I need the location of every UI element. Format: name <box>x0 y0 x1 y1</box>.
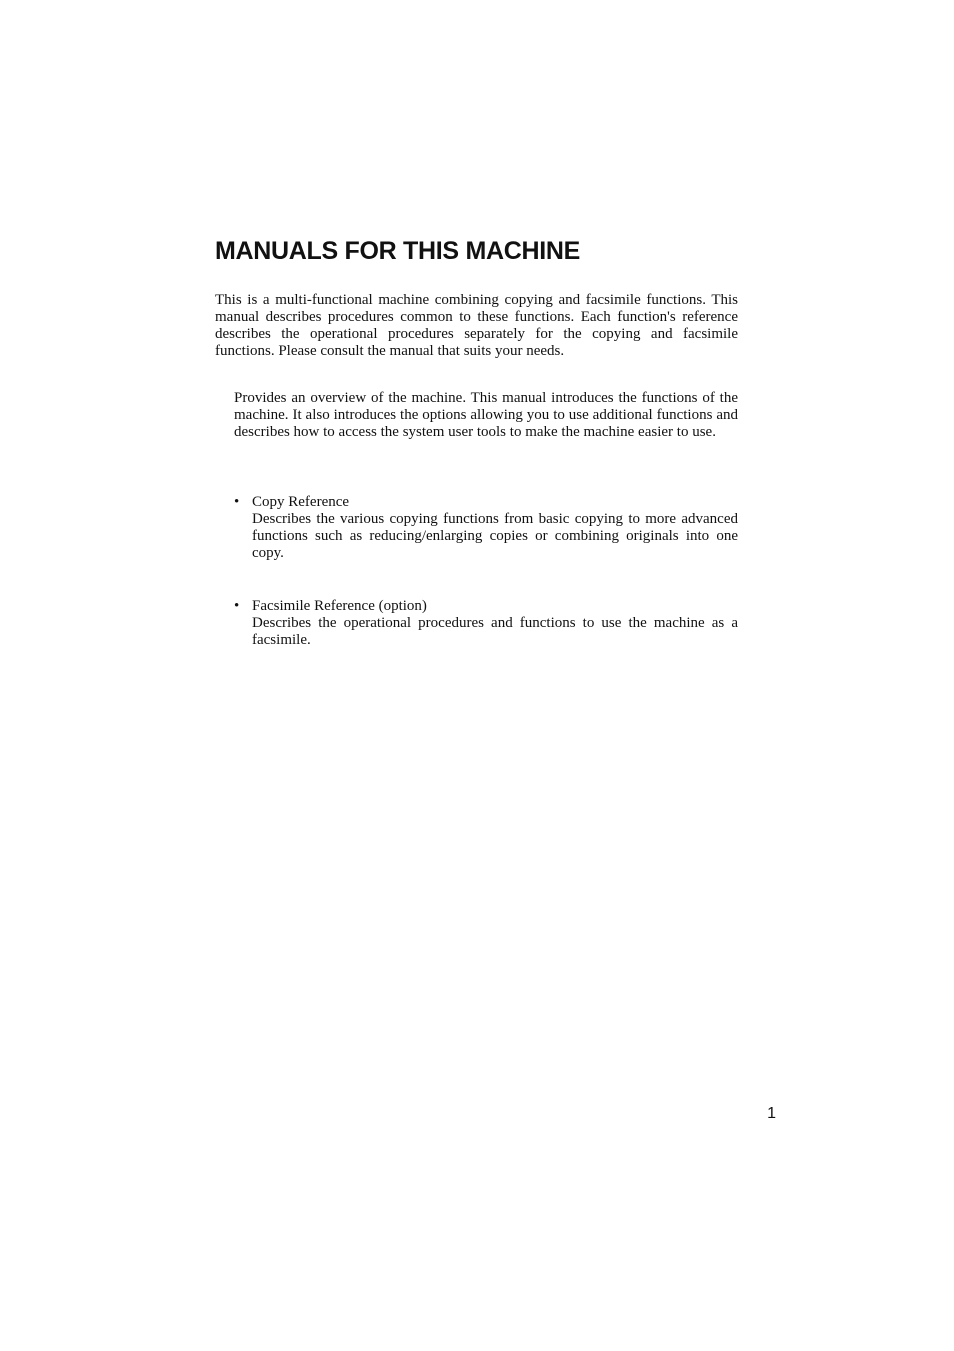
intro-paragraph: This is a multi-functional machine combining copying and facsimile functions. This manual describes procedures common to these functions. Each function's reference describes the operational procedures separately for the copying and facsimile functions. Please consult the manual that suits your needs. <box>215 292 738 359</box>
list-item-body <box>252 494 738 562</box>
bullet-icon: • <box>234 598 240 614</box>
facsimile-reference-description: Describes the operational procedures and functions to use the machine as a facsimile. <box>252 615 738 648</box>
bullet-icon: • <box>234 494 240 510</box>
page-heading: MANUALS FOR THIS MACHINE <box>215 237 581 265</box>
copy-reference-title: Copy Reference <box>252 494 350 510</box>
copy-reference-description: Describes the various copying functions from basic copying to more advanced functions such as reducing/enlarging copies or combining originals into one copy. <box>252 511 738 561</box>
page-number: 1 <box>767 1105 776 1122</box>
facsimile-reference-title: Facsimile Reference (option) <box>252 598 427 614</box>
overview-paragraph: Provides an overview of the machine. This manual introduces the functions of the machine. It also introduces the options allowing you to use additional functions and describes how to access the system user tools to make the machine easier to use. <box>234 390 738 440</box>
list-item-body <box>252 598 738 649</box>
